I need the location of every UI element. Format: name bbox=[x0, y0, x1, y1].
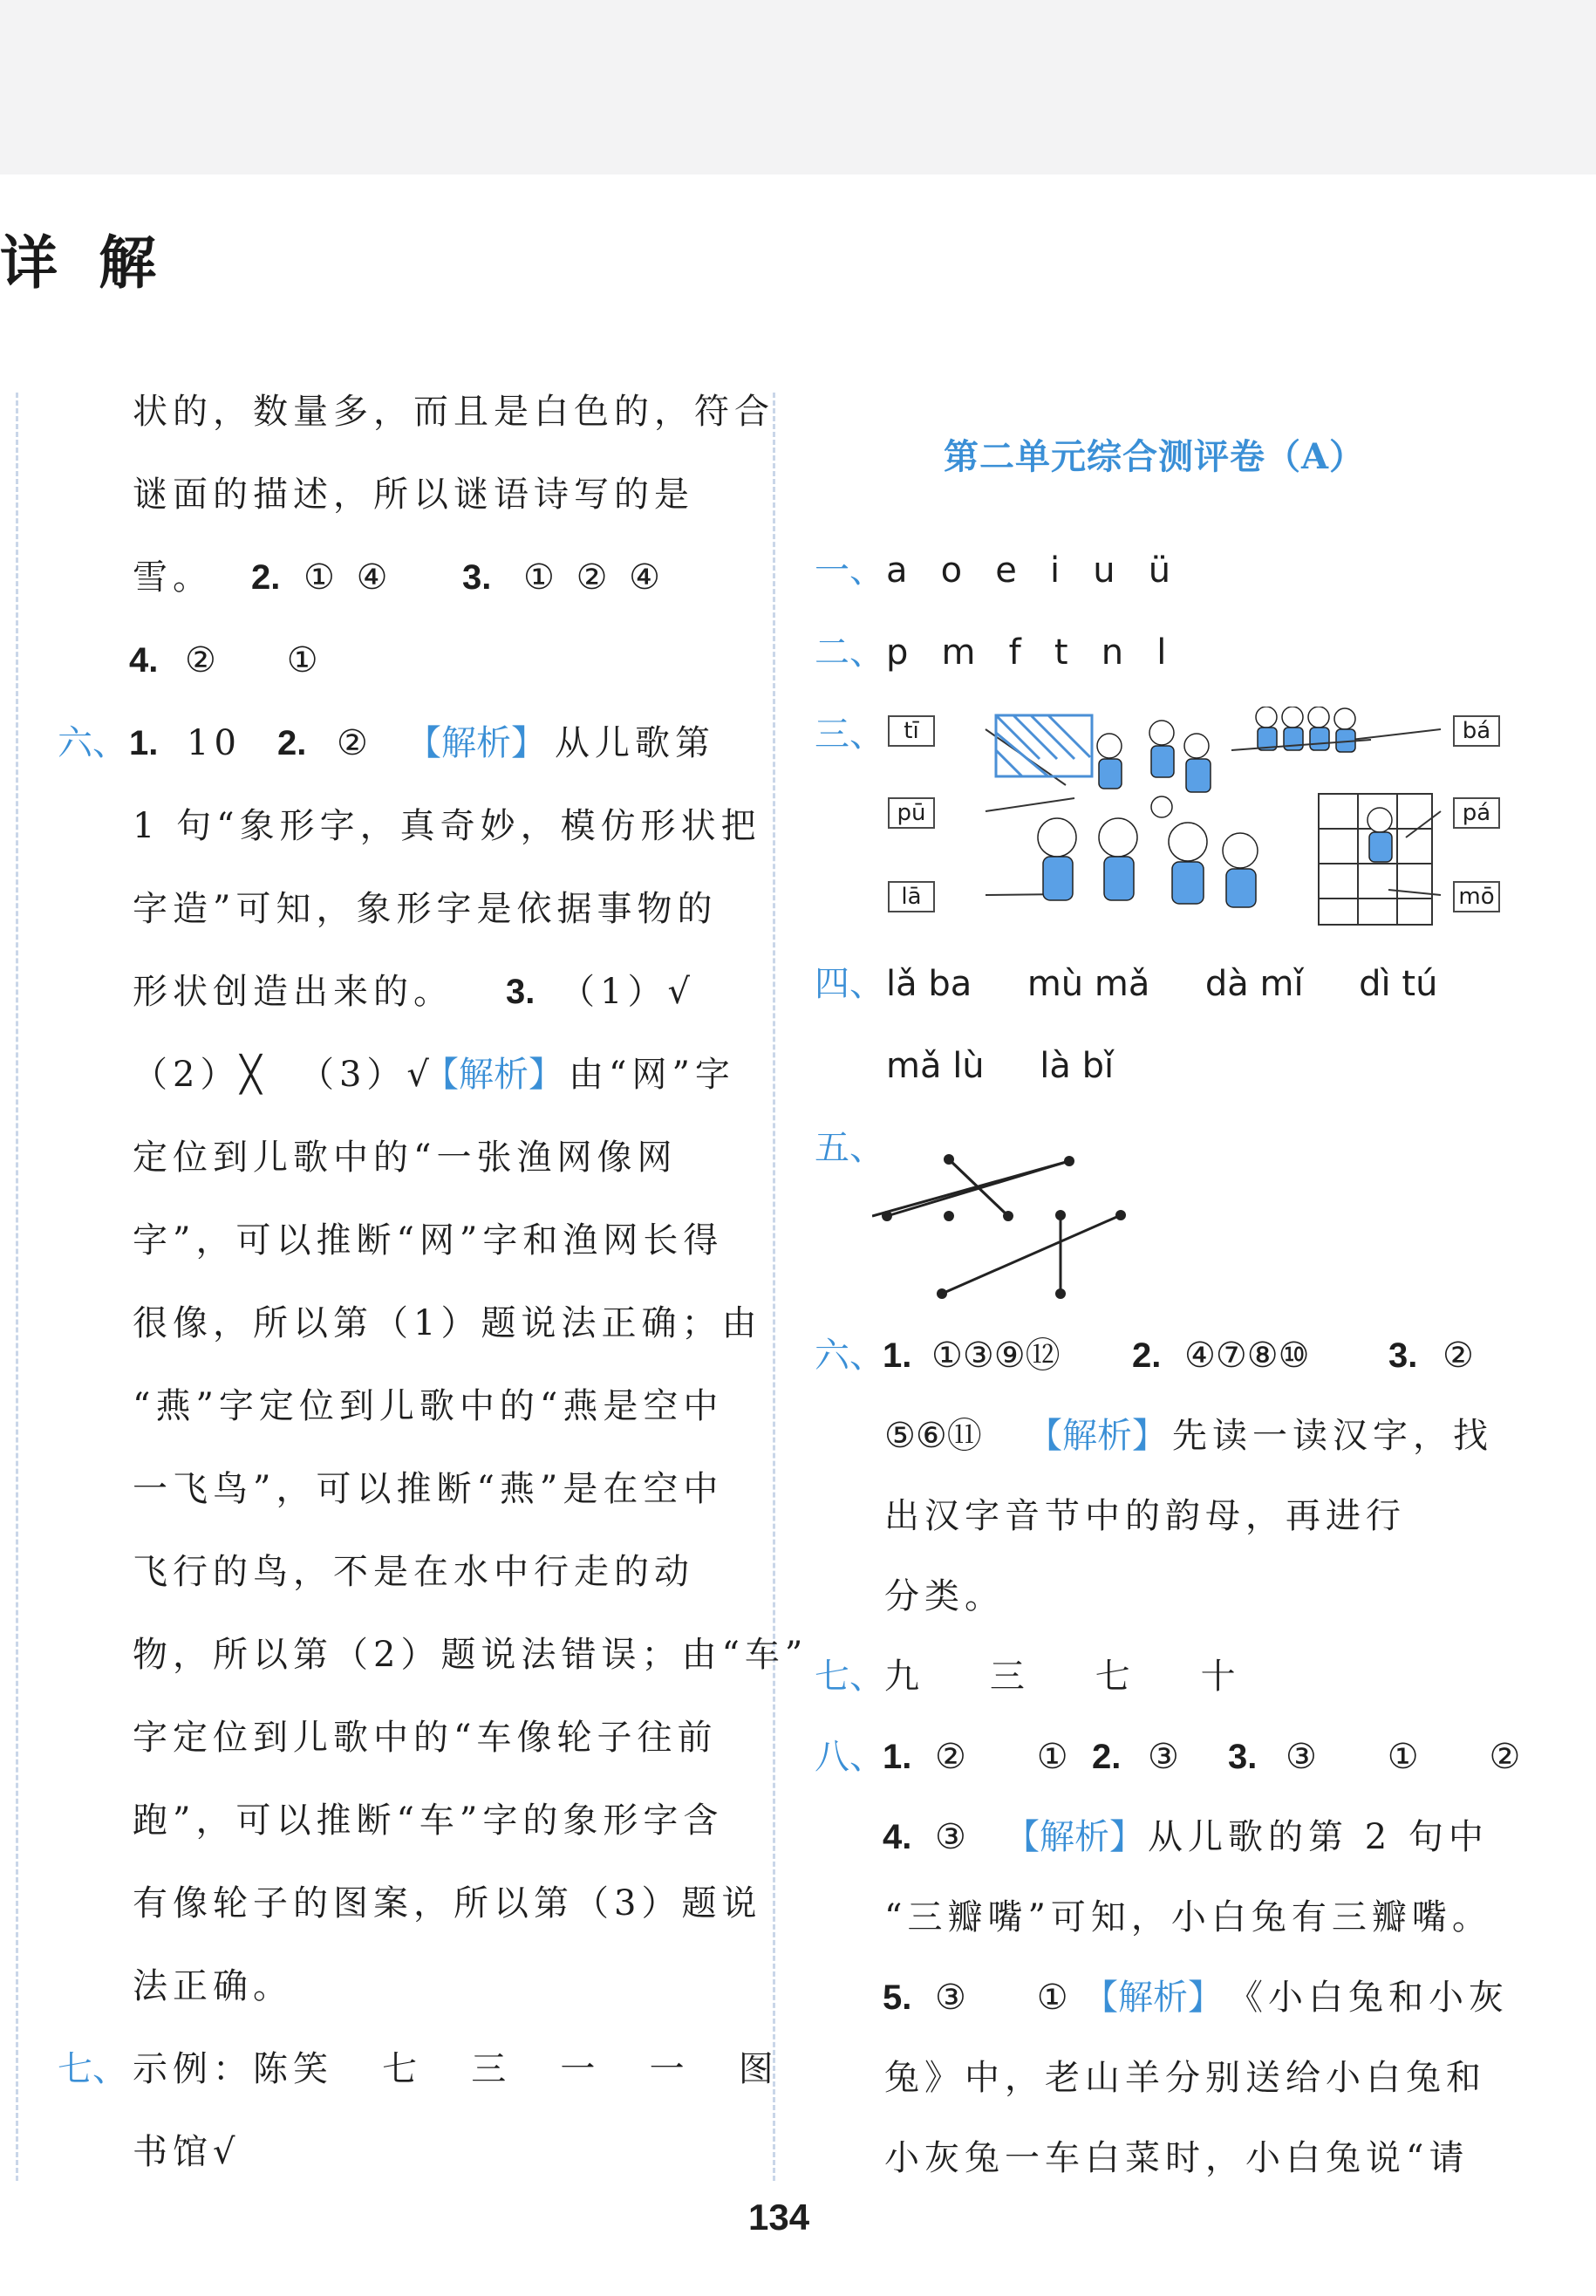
left-line-13: “燕”字定位到儿歌中的“燕是空中 bbox=[133, 1386, 724, 1426]
q7-label: 七、 bbox=[815, 1657, 884, 1697]
q6-line4: 分类。 bbox=[884, 1576, 1005, 1616]
left-line-8: 形状创造出来的。 bbox=[133, 972, 454, 1012]
q2-answer: p m f t n l bbox=[886, 632, 1167, 673]
q6-q1-number: 1. bbox=[883, 1336, 912, 1375]
q8-q1-answer: ② ① bbox=[935, 1737, 1074, 1777]
q4-answer-line1: lǎ ba mù mǎ dà mǐ dì tú bbox=[886, 964, 1438, 1004]
six-q3-number: 3. bbox=[506, 973, 535, 1011]
q6-q3-answer: ② bbox=[1443, 1336, 1479, 1376]
q8-q3-answer: ③ ① ② bbox=[1286, 1737, 1526, 1777]
left-line-14: 一飞鸟”，可以推断“燕”是在空中 bbox=[133, 1469, 724, 1509]
left-line-18: 跑”，可以推断“车”字的象形字含 bbox=[133, 1801, 724, 1841]
left-line-3: 雪。 bbox=[133, 557, 213, 598]
q4-label: 四、 bbox=[815, 964, 884, 1004]
section-title: 第二单元综合测评卷（A） bbox=[944, 436, 1366, 477]
q6-analysis-text: 先读一读汉字，找 bbox=[1172, 1416, 1493, 1456]
q3-label: 三、 bbox=[815, 714, 884, 755]
q2-label: 二、 bbox=[815, 632, 884, 673]
q8-q5-answer: ③ ① bbox=[935, 1978, 1074, 2018]
q5-label: 五、 bbox=[815, 1128, 884, 1168]
q6-line2-answer: ⑤⑥⑪ bbox=[884, 1416, 982, 1456]
matching-illustration bbox=[935, 707, 1493, 933]
q8-line3: “三瓣嘴”可知，小白兔有三瓣嘴。 bbox=[884, 1897, 1492, 1937]
left-q3-number: 3. bbox=[462, 558, 492, 597]
q8-q2-number: 2. bbox=[1092, 1738, 1122, 1776]
analysis-tag: 【解析】 bbox=[1027, 1416, 1167, 1456]
left-line-17: 字定位到儿歌中的“车像轮子往前 bbox=[133, 1718, 718, 1758]
left-line-19: 有像轮子的图案，所以第（3）题说 bbox=[133, 1883, 762, 1924]
six-q1-answer: 10 bbox=[187, 723, 242, 763]
left-divider bbox=[16, 393, 18, 2181]
q8-q5-number: 5. bbox=[883, 1978, 912, 2017]
six-q3-answer: （1）√ bbox=[560, 972, 695, 1012]
q6-label: 六、 bbox=[815, 1336, 884, 1376]
pinyin-box-la: lā bbox=[888, 881, 935, 912]
page-number: 134 bbox=[748, 2197, 810, 2238]
left-q3-answer: ① ② ④ bbox=[523, 557, 666, 598]
left-q2-number: 2. bbox=[251, 558, 281, 597]
analysis-tag: 【解析】 bbox=[1083, 1978, 1223, 2018]
seven-answer-cont: 书馆√ bbox=[133, 2132, 241, 2172]
pinyin-box-ba: bá bbox=[1453, 715, 1500, 747]
q6-line3: 出汉字音节中的韵母，再进行 bbox=[884, 1496, 1406, 1536]
q6-q2-number: 2. bbox=[1132, 1336, 1162, 1375]
left-line-7: 字造”可知，象形字是依据事物的 bbox=[133, 889, 718, 929]
seven-answer: 示例：陈笑 七 三 一 一 图 bbox=[133, 2049, 779, 2089]
left-line-12: 很像，所以第（1）题说法正确；由 bbox=[133, 1303, 762, 1343]
q8-q2-answer: ③ bbox=[1148, 1737, 1184, 1777]
six-q1-number: 1. bbox=[129, 724, 159, 762]
q1-label: 一、 bbox=[815, 550, 884, 591]
left-line-9: （2）╳ （3）√ bbox=[133, 1055, 434, 1095]
six-q2-number: 2. bbox=[277, 724, 307, 762]
left-q2-answer: ① ④ bbox=[304, 557, 393, 598]
q8-q3-number: 3. bbox=[1228, 1738, 1258, 1776]
left-q4-number: 4. bbox=[129, 641, 159, 680]
left-q4-answer: ② ① bbox=[185, 640, 324, 680]
q5-matching-lines bbox=[872, 1151, 1151, 1309]
left-line-1: 状的，数量多，而且是白色的，符合 bbox=[133, 392, 774, 432]
analysis-tag: 【解析】 bbox=[1005, 1817, 1144, 1857]
q8-line5: 兔》中，老山羊分别送给小白兔和 bbox=[884, 2058, 1486, 2098]
analysis-tag: 【解析】 bbox=[406, 723, 546, 763]
left-line-10: 定位到儿歌中的“一张渔网像网 bbox=[133, 1138, 678, 1178]
q8-q4-number: 4. bbox=[883, 1818, 912, 1856]
page-title: 详 解 bbox=[0, 229, 167, 297]
left-line-15: 飞行的鸟，不是在水中行走的动 bbox=[133, 1552, 694, 1592]
six-analysis-text: 从儿歌第 bbox=[555, 723, 715, 763]
pinyin-box-pa: pá bbox=[1453, 797, 1500, 829]
section-seven-label: 七、 bbox=[58, 2049, 127, 2089]
left-line-6: 1 句“象形字，真奇妙，模仿形状把 bbox=[133, 806, 761, 846]
column-divider bbox=[773, 393, 775, 2181]
pinyin-box-ti: tī bbox=[888, 715, 935, 747]
left-line-2: 谜面的描述，所以谜语诗写的是 bbox=[133, 475, 694, 515]
q8-q1-number: 1. bbox=[883, 1738, 912, 1776]
pinyin-box-mo: mō bbox=[1453, 881, 1500, 912]
analysis-tag: 【解析】 bbox=[424, 1055, 563, 1095]
left-line-11: 字”，可以推断“网”字和渔网长得 bbox=[133, 1220, 724, 1261]
q6-q3-number: 3. bbox=[1388, 1336, 1418, 1375]
q4-answer-line2: mǎ lù là bǐ bbox=[886, 1046, 1115, 1086]
q8-analysis-1-text: 从儿歌的第 2 句中 bbox=[1148, 1817, 1489, 1857]
q8-line6: 小灰兔一车白菜时，小白兔说“请 bbox=[884, 2138, 1470, 2178]
section-six-label: 六、 bbox=[58, 723, 127, 763]
q7-answer: 九 三 七 十 bbox=[884, 1657, 1241, 1697]
left-line-16: 物，所以第（2）题说法错误；由“车” bbox=[133, 1635, 808, 1675]
six-q2-answer: ② bbox=[337, 723, 373, 763]
q8-label: 八、 bbox=[815, 1737, 884, 1777]
six-analysis-2-text: 由“网”字 bbox=[569, 1055, 735, 1095]
left-line-20: 法正确。 bbox=[133, 1966, 293, 2006]
q6-q2-answer: ④⑦⑧⑩ bbox=[1184, 1336, 1310, 1376]
q1-answer: a o e i u ü bbox=[886, 550, 1171, 591]
pinyin-box-pu: pū bbox=[888, 797, 935, 829]
top-band bbox=[0, 0, 1596, 174]
q6-q1-answer: ①③⑨⑫ bbox=[931, 1336, 1061, 1376]
q8-q4-answer: ③ bbox=[935, 1817, 972, 1857]
q8-analysis-2-text: 《小白兔和小灰 bbox=[1228, 1978, 1509, 2018]
